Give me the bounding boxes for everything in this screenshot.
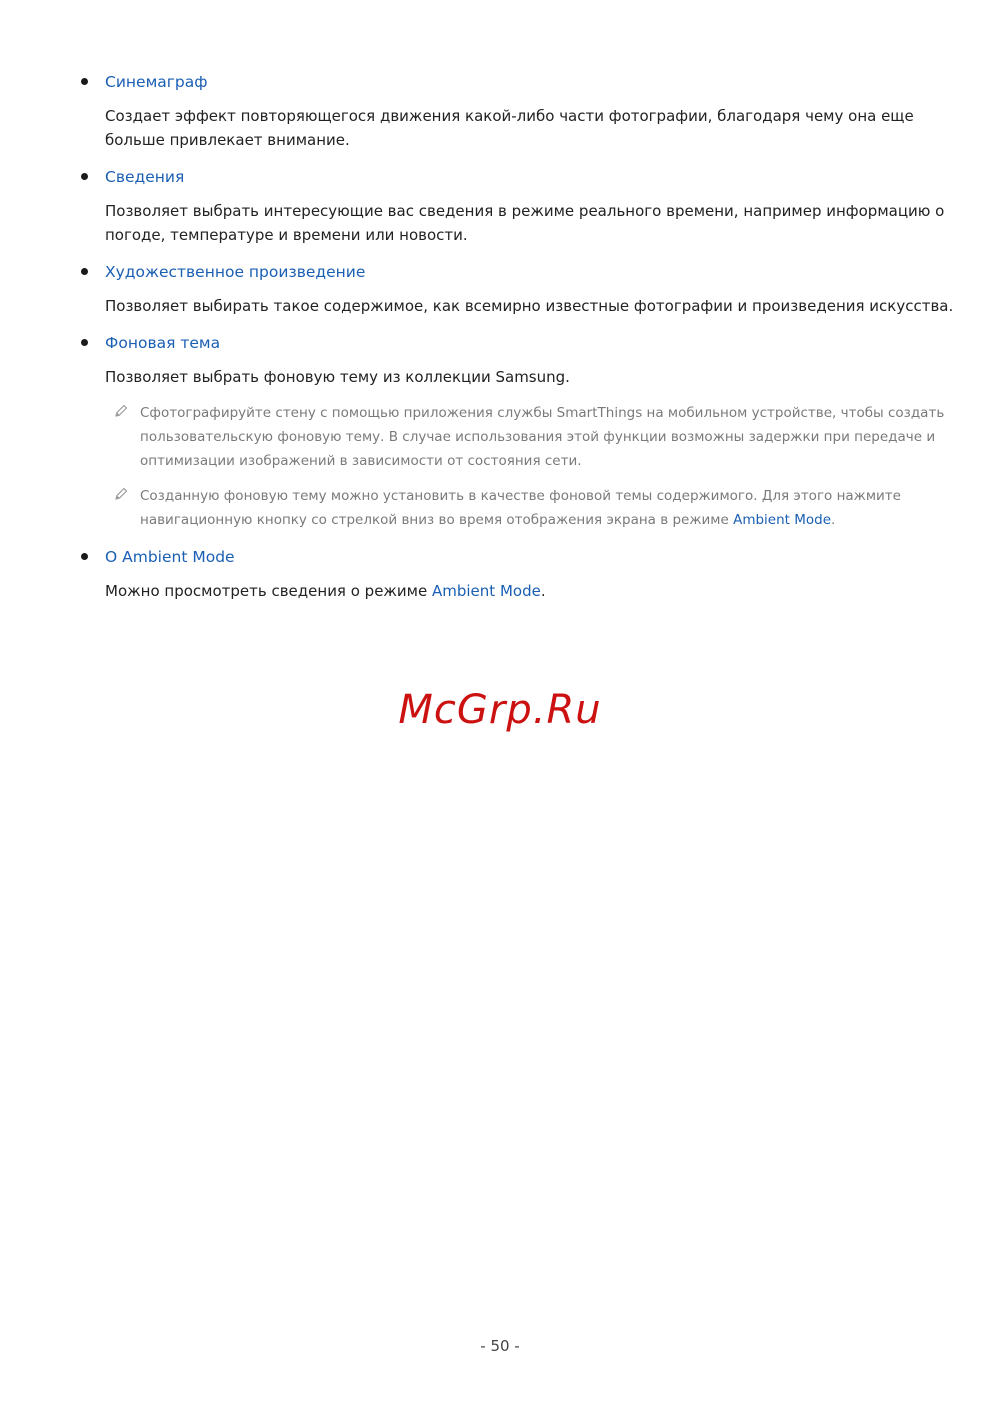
list-item-about-ambient-mode [0, 545, 1000, 569]
item-description [105, 294, 954, 318]
item-title: О Ambient Mode [105, 548, 235, 566]
item-title: Фоновая тема [105, 334, 221, 352]
description-prefix: Можно просмотреть сведения о режиме [105, 582, 432, 600]
note-text [140, 401, 945, 473]
note-line: оптимизации изображений в зависимости от состояния сети. [140, 453, 582, 469]
bullet-dot [81, 339, 88, 346]
ambient-mode-link: Ambient Mode [733, 512, 832, 528]
note-line [140, 508, 940, 532]
description-line: погоде, температуре и времени или новости. [105, 226, 468, 244]
list-item-artwork [0, 260, 1000, 284]
item-title: Художественное произведение [105, 263, 366, 281]
ambient-mode-link: Ambient Mode [432, 582, 541, 600]
watermark: McGrp.Ru [398, 687, 602, 733]
description-line [105, 579, 935, 603]
bullet-dot [81, 268, 88, 275]
description-line: Создает эффект повторяющегося движения какой-либо части фотографии, благодаря чему она еще [105, 107, 914, 125]
page-number: - 50 - [480, 1337, 520, 1355]
item-description [105, 365, 935, 389]
list-item-background-theme [0, 331, 1000, 355]
item-title: Синемаграф [105, 73, 208, 91]
note-line-prefix: навигационную кнопку со стрелкой вниз во время отображения экрана в режиме [140, 512, 734, 528]
item-title: Сведения [105, 168, 185, 186]
note-line: Сфотографируйте стену с помощью приложения службы SmartThings на мобильном устройстве, чтобы создать [140, 405, 945, 421]
item-description [105, 104, 935, 152]
description-line: больше привлекает внимание. [105, 131, 350, 149]
pencil-icon [113, 486, 129, 502]
list-item-info [0, 165, 1000, 189]
bullet-dot [81, 78, 88, 85]
description-line: Позволяет выбирать такое содержимое, как всемирно известные фотографии и произведения искусства. [105, 297, 954, 315]
bullet-dot [81, 553, 88, 560]
note-line: пользовательскую фоновую тему. В случае использования этой функции возможны задержки при передаче и [140, 429, 936, 445]
bullet-dot [81, 173, 88, 180]
item-description [105, 199, 945, 247]
item-description [105, 579, 935, 603]
description-suffix: . [540, 582, 546, 600]
note-text [140, 484, 940, 532]
description-line: Позволяет выбрать фоновую тему из коллекции Samsung. [105, 368, 570, 386]
description-line: Позволяет выбрать интересующие вас сведения в режиме реального времени, например информацию о [105, 202, 945, 220]
note-line: Созданную фоновую тему можно установить в качестве фоновой темы содержимого. Для этого нажмите [140, 488, 901, 504]
list-item-cinemagraph [0, 70, 1000, 94]
pencil-icon [113, 403, 129, 419]
note-line-suffix: . [831, 512, 836, 528]
